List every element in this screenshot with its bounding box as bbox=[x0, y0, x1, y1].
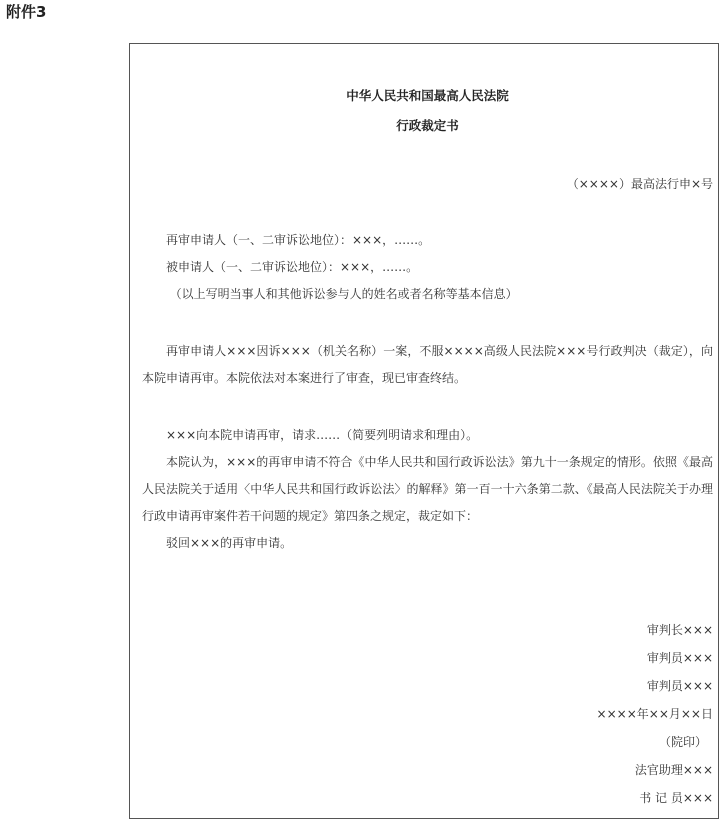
document-frame bbox=[129, 43, 719, 819]
reasoning-paragraph: 本院认为，×××的再审申请不符合《中华人民共和国行政诉讼法》第九十一条规定的情形。依照《最高人民法院关于适用〈中华人民共和国行政诉讼法〉的解释》第一百一十六条第二款、《最高人民法院关于办理行政申请再审案件若干问题的规定》第四条之规定，裁定如下： bbox=[142, 455, 713, 523]
court-clerk: 书 记 员××× bbox=[639, 791, 713, 805]
judge-1: 审判员××× bbox=[646, 651, 713, 665]
reasoning-section bbox=[142, 422, 713, 557]
ruling-date: ××××年××月××日 bbox=[596, 707, 713, 721]
case-number: （××××）最高法行申×号 bbox=[566, 177, 713, 191]
party-note: （以上写明当事人和其他诉讼参与人的姓名或者名称等基本信息） bbox=[169, 287, 518, 301]
judge-2: 审判员××× bbox=[646, 679, 713, 693]
request-paragraph: ×××向本院申请再审，请求……（简要列明请求和理由）。 bbox=[166, 428, 479, 442]
party-info bbox=[142, 227, 713, 308]
judge-assistant: 法官助理××× bbox=[634, 763, 713, 777]
court-name: 中华人民共和国最高人民法院 bbox=[346, 88, 509, 103]
attachment-label: 附件3 bbox=[6, 3, 47, 21]
case-intro-paragraph: 再审申请人×××因诉×××（机关名称）一案，不服××××高级人民法院×××号行政判决（裁定），向本院申请再审。本院依法对本案进行了审查，现已审查终结。 bbox=[142, 344, 713, 385]
respondent-line: 被申请人（一、二审诉讼地位）：×××，……。 bbox=[166, 260, 419, 274]
case-intro-section bbox=[142, 338, 713, 392]
document-type-title: 行政裁定书 bbox=[396, 118, 459, 133]
applicant-line: 再审申请人（一、二审诉讼地位）：×××，……。 bbox=[166, 233, 431, 247]
court-seal: （院印） bbox=[658, 735, 707, 749]
presiding-judge: 审判长××× bbox=[646, 623, 713, 637]
ruling-paragraph: 驳回×××的再审申请。 bbox=[166, 536, 293, 550]
signature-block bbox=[413, 616, 713, 812]
